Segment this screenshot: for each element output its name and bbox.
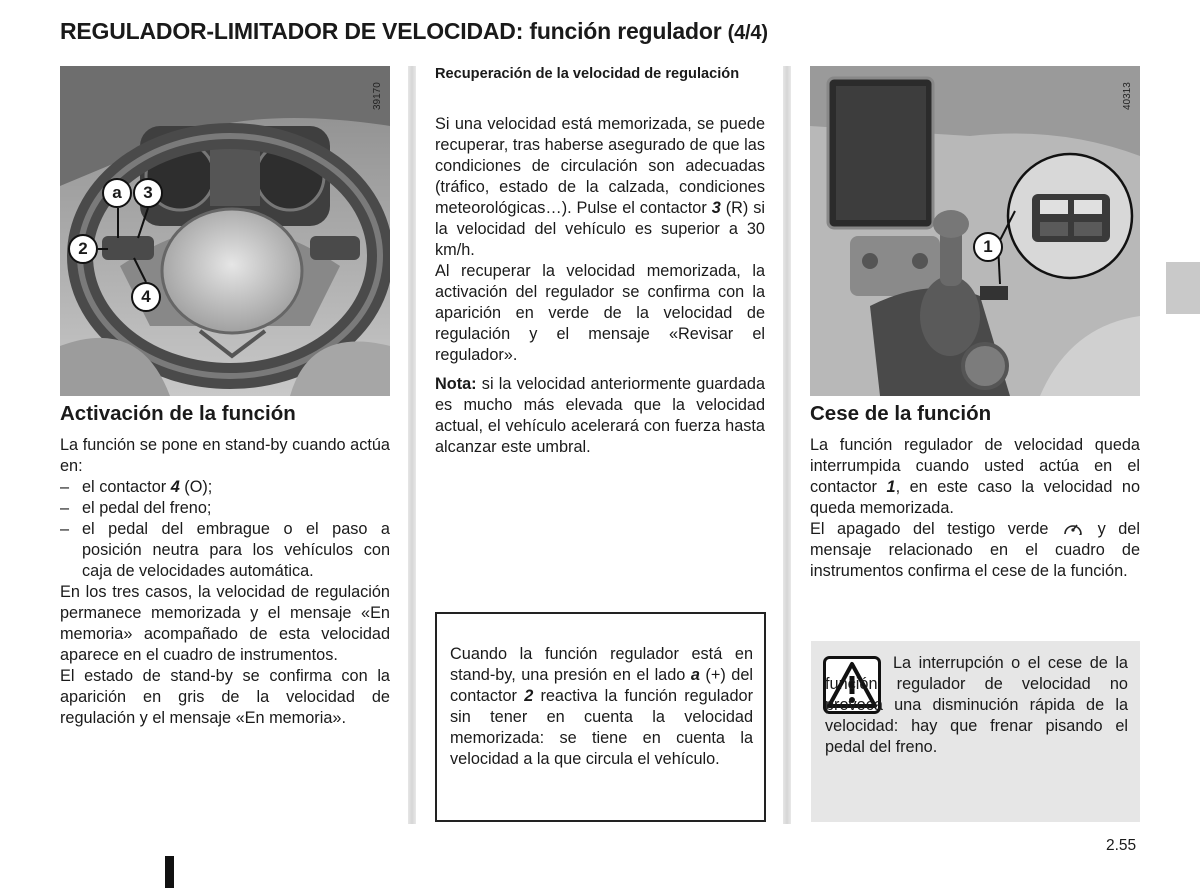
paragraph: Al recuperar la velocidad memorizada, la activación del regulador se confirma con la aparición en verde de la velocidad de regulación y el mensaje «Revisar el regulador». [435,262,765,364]
info-box-text: Cuando la función regulador está en stand-by, una presión en el lado a (+) del contactor 2 reactiva la función regulador sin tener en cuenta la velocidad memorizada: se tiene en cuenta la velocidad a la que circula el vehículo. [450,645,754,768]
warning-box [811,641,1140,822]
column-1-text [60,435,390,729]
callout-4: 4 [131,282,161,312]
column-separator [783,66,791,824]
console-figure [810,66,1140,396]
chapter-tab [1166,262,1200,314]
callout-lines [60,66,390,396]
cruise-control-icon [1061,519,1085,537]
callout-2: 2 [68,234,98,264]
figure-ref: 39170 [372,82,383,110]
column-2-text [435,114,765,458]
callout-3: 3 [133,178,163,208]
paragraph: Si una velocidad está memorizada, se puede recuperar, tras haberse asegurado de que las condiciones de circulación son adecuadas (tráfico, estado de la calzada, condiciones meteorológicas…). Pulse el contactor 3 (R) si la velocidad del vehículo es superior a 30 km/h. [435,115,766,259]
page-number: 2.55 [1106,837,1137,854]
paragraph: La función se pone en stand-by cuando actúa en: [60,436,390,475]
callout-a: a [102,178,132,208]
paragraph: En los tres casos, la velocidad de regulación permanece memorizada y el mensaje «En memoria» acompañado de esta velocidad aparece en el cuadro de instrumentos. [60,583,390,664]
warning-text: La interrupción o el cese de la función regulador de velocidad no provoca una disminución rápida de la velocidad: hay que frenar pisando el pedal del freno. [825,654,1128,756]
page-title: REGULADOR-LIMITADOR DE VELOCIDAD: función regulador (4/4) [60,18,768,44]
section-heading: Recuperación de la velocidad de regulación [435,66,740,82]
list-item: – el pedal del embrague o el paso a posición neutra para los vehículos con caja de velocidades automática. [60,519,390,582]
title-part: (4/4) [727,22,768,44]
steering-wheel-figure [60,66,390,396]
info-box [435,612,766,822]
figure-ref: 40313 [1122,82,1133,110]
callout-1: 1 [973,232,1003,262]
section-heading: Activación de la función [60,402,296,425]
note-paragraph: Nota: si la velocidad anteriormente guardada es mucho más elevada que la velocidad actual, el vehículo acelerará con fuerza hasta alcanzar este umbral. [435,375,765,456]
paragraph: El estado de stand-by se confirma con la aparición en gris de la velocidad de regulación y el mensaje «En memoria». [60,667,390,727]
list-item: – el pedal del freno; [60,498,390,519]
column-3-text [810,435,1140,582]
paragraph: La función regulador de velocidad queda interrumpida cuando usted actúa en el contactor 1, en este caso la velocidad no queda memorizada. [810,436,1140,517]
section-heading: Cese de la función [810,402,992,425]
crop-mark [165,856,174,888]
paragraph: El apagado del testigo verde y del mensaje relacionado en el cuadro de instrumentos confirma el cese de la función. [810,520,1140,580]
list-item: – el contactor 4 (O); [60,477,390,498]
console-drawing [810,66,1140,396]
column-separator [408,66,416,824]
